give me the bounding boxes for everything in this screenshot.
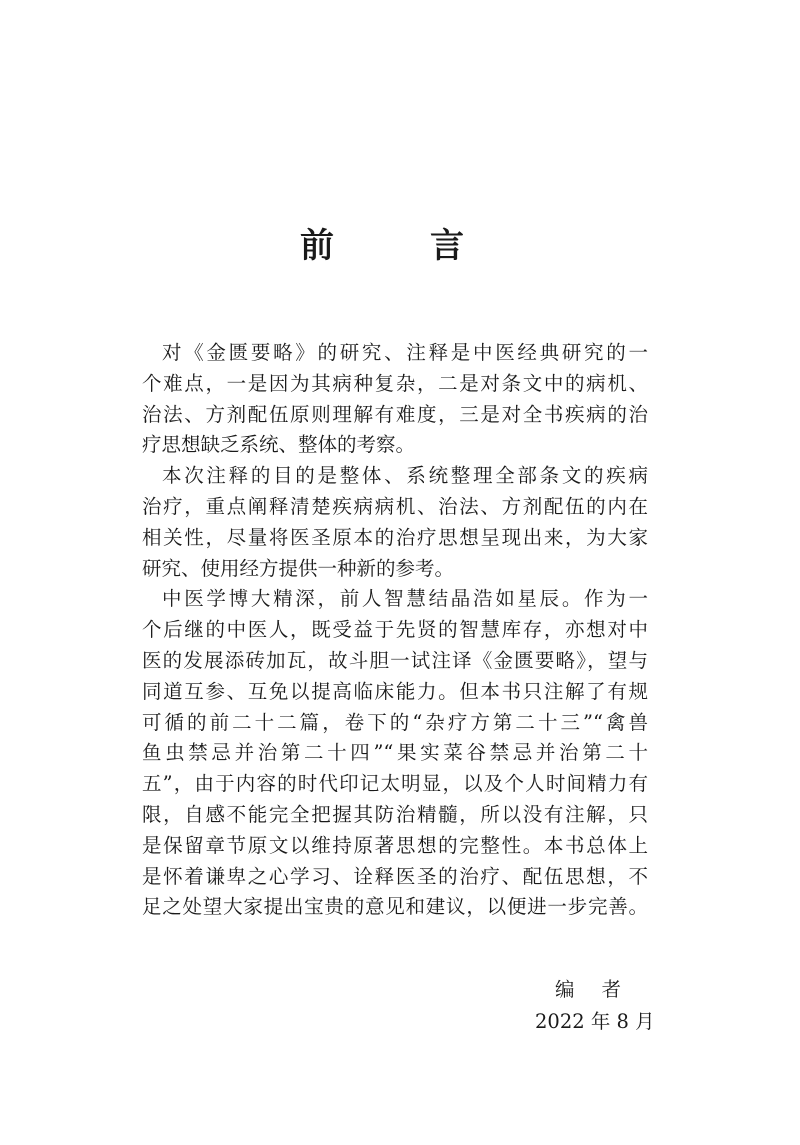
text-line: 医的发展添砖加瓦，故斗胆一试注译《金匮要略》，望与: [142, 648, 648, 672]
title-char: 前: [300, 226, 334, 266]
text-line: 治疗，重点阐释清楚疾病病机、治法、方剂配伍的内在: [142, 494, 648, 518]
text-line: 是怀着谦卑之心学习、诠释医圣的治疗、配伍思想，不: [142, 864, 648, 888]
text-line: 同道互参、互免以提高临床能力。但本书只注解了有规: [142, 679, 648, 703]
text-line: 疗思想缺乏系统、整体的考察。: [142, 433, 416, 457]
text-line: 限，自感不能完全把握其防治精髓，所以没有注解，只: [142, 802, 648, 826]
text-line: 可循的前二十二篇，卷下的“杂疗方第二十三”“禽兽: [142, 710, 648, 734]
text-line: 个难点，一是因为其病种复杂，二是对条文中的病机、: [142, 371, 648, 395]
text-line: 鱼虫禁忌并治第二十四”“果实菜谷禁忌并治第二十: [142, 741, 648, 765]
text-line: 相关性，尽量将医圣原本的治疗思想呈现出来，为大家: [142, 525, 648, 549]
text-line: 是保留章节原文以维持原著思想的完整性。本书总体上: [142, 833, 648, 857]
title-char: 言: [430, 226, 464, 266]
text-line: 对《金匮要略》的研究、注释是中医经典研究的一: [162, 341, 648, 364]
text-line: 个后继的中医人，既受益于先贤的智慧库存，亦想对中: [142, 618, 648, 642]
preface-body: [142, 338, 648, 923]
signature-char: 编: [555, 978, 575, 1001]
text-line: 本次注释的目的是整体、系统整理全部条文的疾病: [162, 464, 648, 488]
signature-char: 者: [601, 978, 621, 1001]
date: 2022 年 8 月: [535, 1010, 655, 1033]
text-line: 治法、方剂配伍原则理解有难度，三是对全书疾病的治: [142, 402, 648, 426]
page-title: [300, 218, 464, 267]
author-signature: [555, 974, 621, 1002]
text-line: 五”，由于内容的时代印记太明显，以及个人时间精力有: [142, 772, 648, 796]
text-line: 研究、使用经方提供一种新的参考。: [142, 556, 455, 580]
text-line: 中医学博大精深，前人智慧结晶浩如星辰。作为一: [162, 587, 648, 611]
text-line: 足之处望大家提出宝贵的意见和建议，以便进一步完善。: [142, 895, 648, 919]
